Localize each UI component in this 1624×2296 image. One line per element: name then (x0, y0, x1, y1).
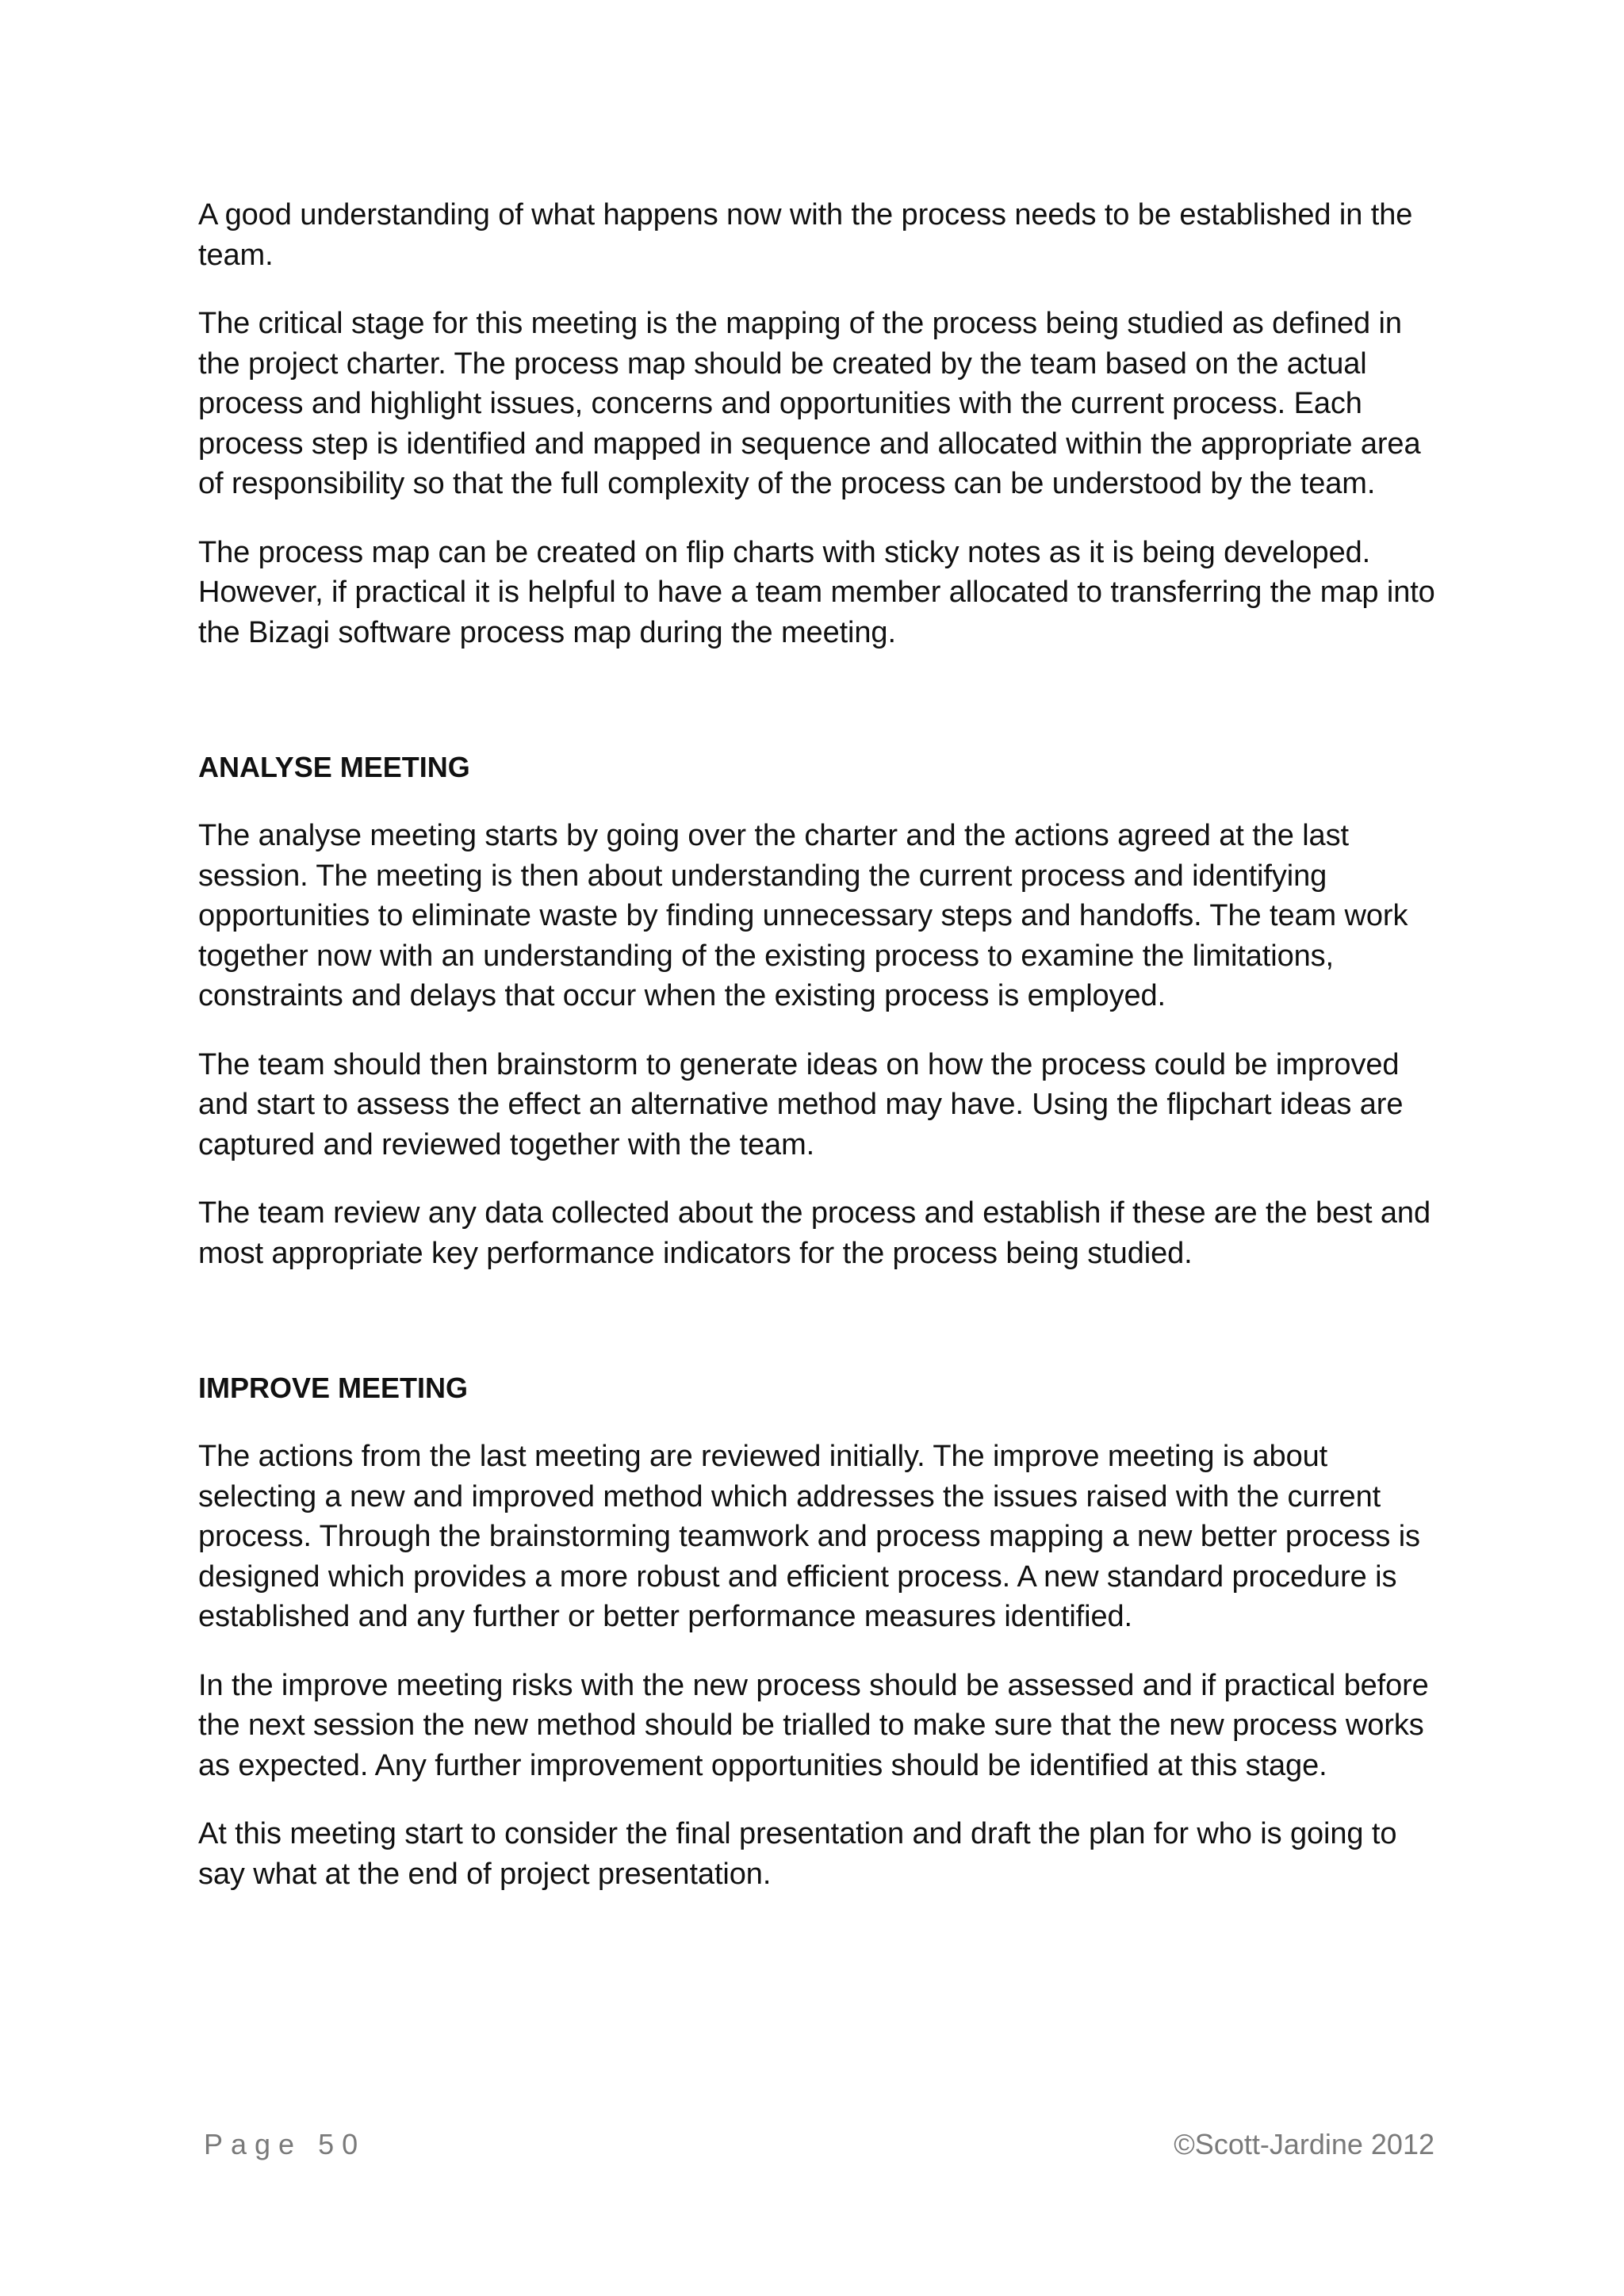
section-spacer (198, 1302, 1435, 1368)
section-spacer (198, 681, 1435, 748)
analyse-meeting-heading: ANALYSE MEETING (198, 751, 470, 783)
intro-paragraph-1: A good understanding of what happens now with the process needs to be established in the team. (198, 198, 1413, 272)
analyse-paragraph-3: The team review any data collected about the process and establish if these are the best and most appropriate key performance indicators for the process being studied. (198, 1196, 1431, 1270)
improve-paragraph-1: The actions from the last meeting are reviewed initially. The improve meeting is about selecting a new and improved method which addresses the issues raised with the current process. Through the brainstorming teamwork and process mapping a new better process is designed which provides a more robust and efficient process. A new standard procedure is established and any further or better performance measures identified. (198, 1440, 1420, 1633)
analyse-paragraph-1: The analyse meeting starts by going over the charter and the actions agreed at the last session. The meeting is then about understanding the current process and identifying opportunities to eliminate waste by finding unnecessary steps and handoffs. The team work together now with an understanding of the existing process to examine the limitations, constraints and delays that occur when the existing process is employed. (198, 819, 1408, 1012)
improve-meeting-heading: IMPROVE MEETING (198, 1372, 469, 1404)
improve-paragraph-2: In the improve meeting risks with the new process should be assessed and if practical before the next session the new method should be trialled to make sure that the new process works as expected. Any further improvement opportunities should be identified at this stage. (198, 1668, 1429, 1782)
copyright-notice: ©Scott-Jardine 2012 (1174, 2128, 1434, 2160)
page-number: Page 50 (204, 2128, 366, 2160)
improve-paragraph-3: At this meeting start to consider the final presentation and draft the plan for who is going to say what at the end of project presentation. (198, 1817, 1397, 1891)
page-body (198, 195, 1435, 1923)
page-footer (0, 2128, 1624, 2175)
intro-paragraph-3: The process map can be created on flip charts with sticky notes as it is being developed. However, if practical it is helpful to have a team member allocated to transferring the map into the Bizagi software process map during the meeting. (198, 535, 1435, 649)
analyse-paragraph-2: The team should then brainstorm to generate ideas on how the process could be improved and start to assess the effect an alternative method may have. Using the flipchart ideas are captured and reviewed together with the team. (198, 1047, 1404, 1161)
intro-paragraph-2: The critical stage for this meeting is the mapping of the process being studied as defined in the project charter. The process map should be created by the team based on the actual process and highlight issues, concerns and opportunities with the current process. Each process step is identified and mapped in sequence and allocated within the appropriate area of responsibility so that the full complexity of the process can be understood by the team. (198, 307, 1421, 500)
